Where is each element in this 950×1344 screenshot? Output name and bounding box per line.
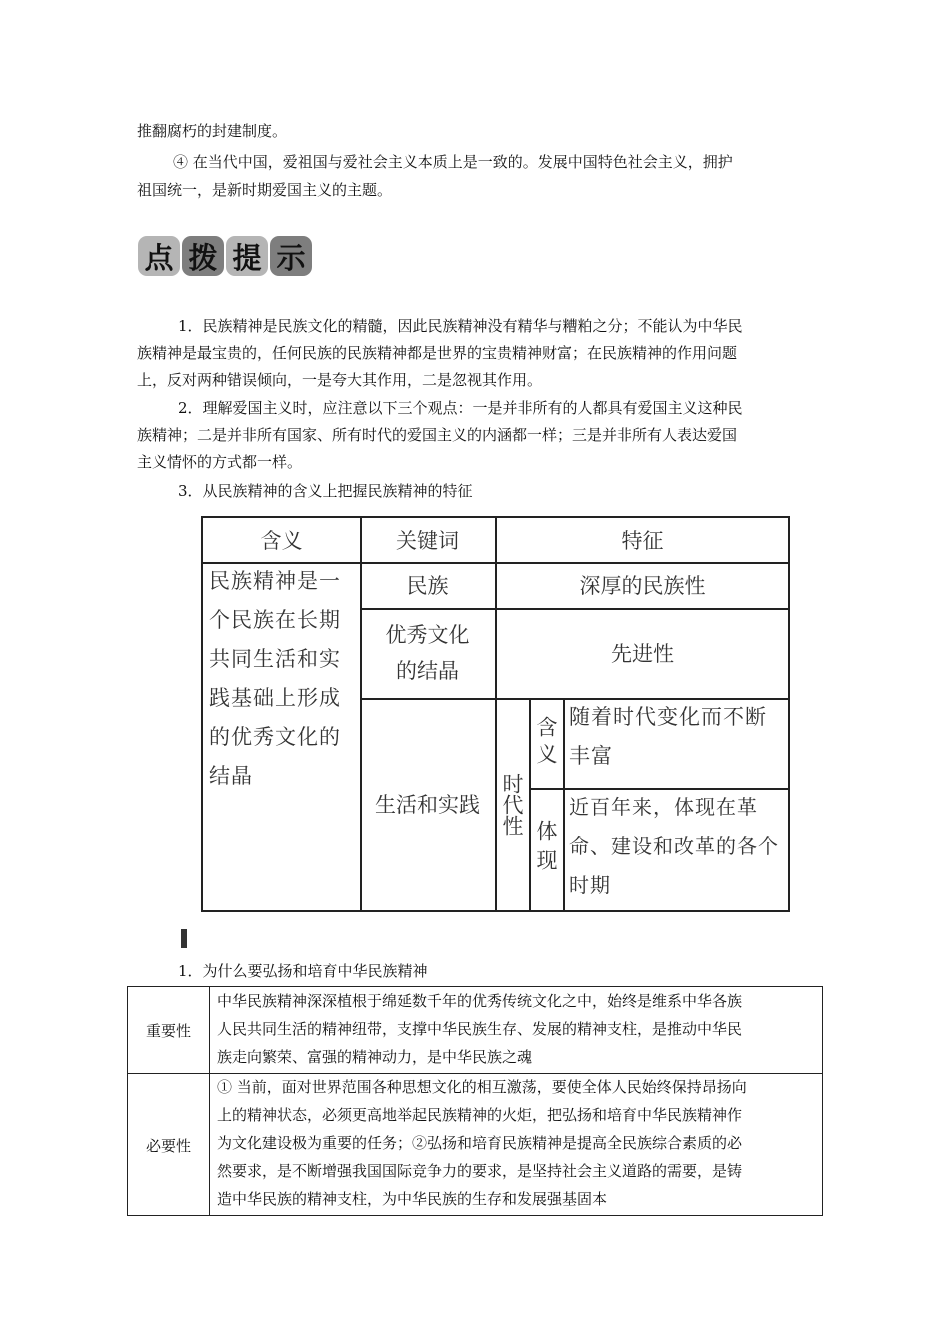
row-text-importance: 中华民族精神深深植根于绵延数千年的优秀传统文化之中，始终是维系中华各族 人民共同生活的精神纽带，支撑中华民族生存、发展的精神支柱，是推动中华民 族走向繁荣、富强的精神动力，是中华民族之魂 [217, 992, 743, 1066]
header-meaning: 含义 [260, 529, 303, 553]
point-1-line-3: 上，反对两种错误倾向，一是夸大其作用，二是忽视其作用。 [137, 371, 543, 389]
sub-embodiment-label: 体现 [534, 820, 558, 878]
keyword-nation: 民族 [406, 574, 449, 598]
row-label-importance: 重要性 [145, 1021, 191, 1040]
banner-char-3: 提 [226, 236, 268, 276]
point-1-line-1: 1．民族精神是民族文化的精髓，因此民族精神没有精华与糟粕之分；不能认为中华民 [178, 317, 743, 335]
point-1-line-2: 族精神是最宝贵的，任何民族的民族精神都是世界的宝贵精神财富；在民族精神的作用问题 [137, 344, 738, 362]
spirit-features-table [201, 516, 790, 912]
intro-line-2: ④ 在当代中国，爱祖国与爱社会主义本质上是一致的。发展中国特色社会主义，拥护 [173, 153, 733, 171]
sub-meaning-text: 随着时代变化而不断 丰富 [569, 705, 767, 768]
intro-line-1: 推翻腐朽的封建制度。 [137, 122, 288, 140]
banner-char-4: 示 [270, 236, 312, 276]
meaning-cell: 民族精神是一 个民族在长期 共同生活和实 践基础上形成 的优秀文化的 结晶 [209, 569, 341, 788]
point-2-line-2: 族精神；二是并非所有国家、所有时代的爱国主义的内涵都一样；三是并非所有人表达爱国 [137, 426, 738, 444]
tips-banner [138, 236, 312, 276]
point-2-line-1: 2．理解爱国主义时，应注意以下三个观点：一是并非所有的人都具有爱国主义这种民 [178, 399, 743, 417]
section-2-title: 1．为什么要弘扬和培育中华民族精神 [178, 962, 428, 980]
importance-table [127, 986, 823, 1216]
header-feature: 特征 [621, 529, 664, 553]
row-label-necessity: 必要性 [145, 1136, 191, 1155]
feature-nationality: 深厚的民族性 [579, 574, 706, 598]
keyword-culture: 优秀文化 的结晶 [385, 623, 470, 683]
header-keyword: 关键词 [396, 529, 459, 553]
banner-char-1: 点 [138, 236, 180, 276]
banner-char-2: 拨 [182, 236, 224, 276]
feature-advanced: 先进性 [611, 642, 674, 666]
section-marker [181, 929, 187, 948]
keyword-life-practice: 生活和实践 [375, 793, 480, 817]
feature-era-label: 时代性 [500, 772, 524, 836]
sub-meaning-label: 含义 [534, 716, 558, 770]
row-text-necessity: ① 当前，面对世界范围各种思想文化的相互激荡，要使全体人民始终保持昂扬向 上的精神状态，必须更高地举起民族精神的火炬，把弘扬和培育中华民族精神作 为文化建设极为重要的任务；②弘扬和培育民族精神是提高全民族综合素质的必 然要求，是不断增强我国国际竞争力的要求，是坚持社会主义道路的需要，是铸 造中华民族的精神支柱，为中华民族的生存和发展强基固本 [217, 1078, 747, 1208]
point-3: 3．从民族精神的含义上把握民族精神的特征 [178, 482, 473, 500]
sub-embodiment-text: 近百年来，体现在革 命、建设和改革的各个 时期 [569, 795, 779, 897]
intro-line-3: 祖国统一，是新时期爱国主义的主题。 [137, 181, 393, 199]
point-2-line-3: 主义情怀的方式都一样。 [137, 453, 303, 471]
